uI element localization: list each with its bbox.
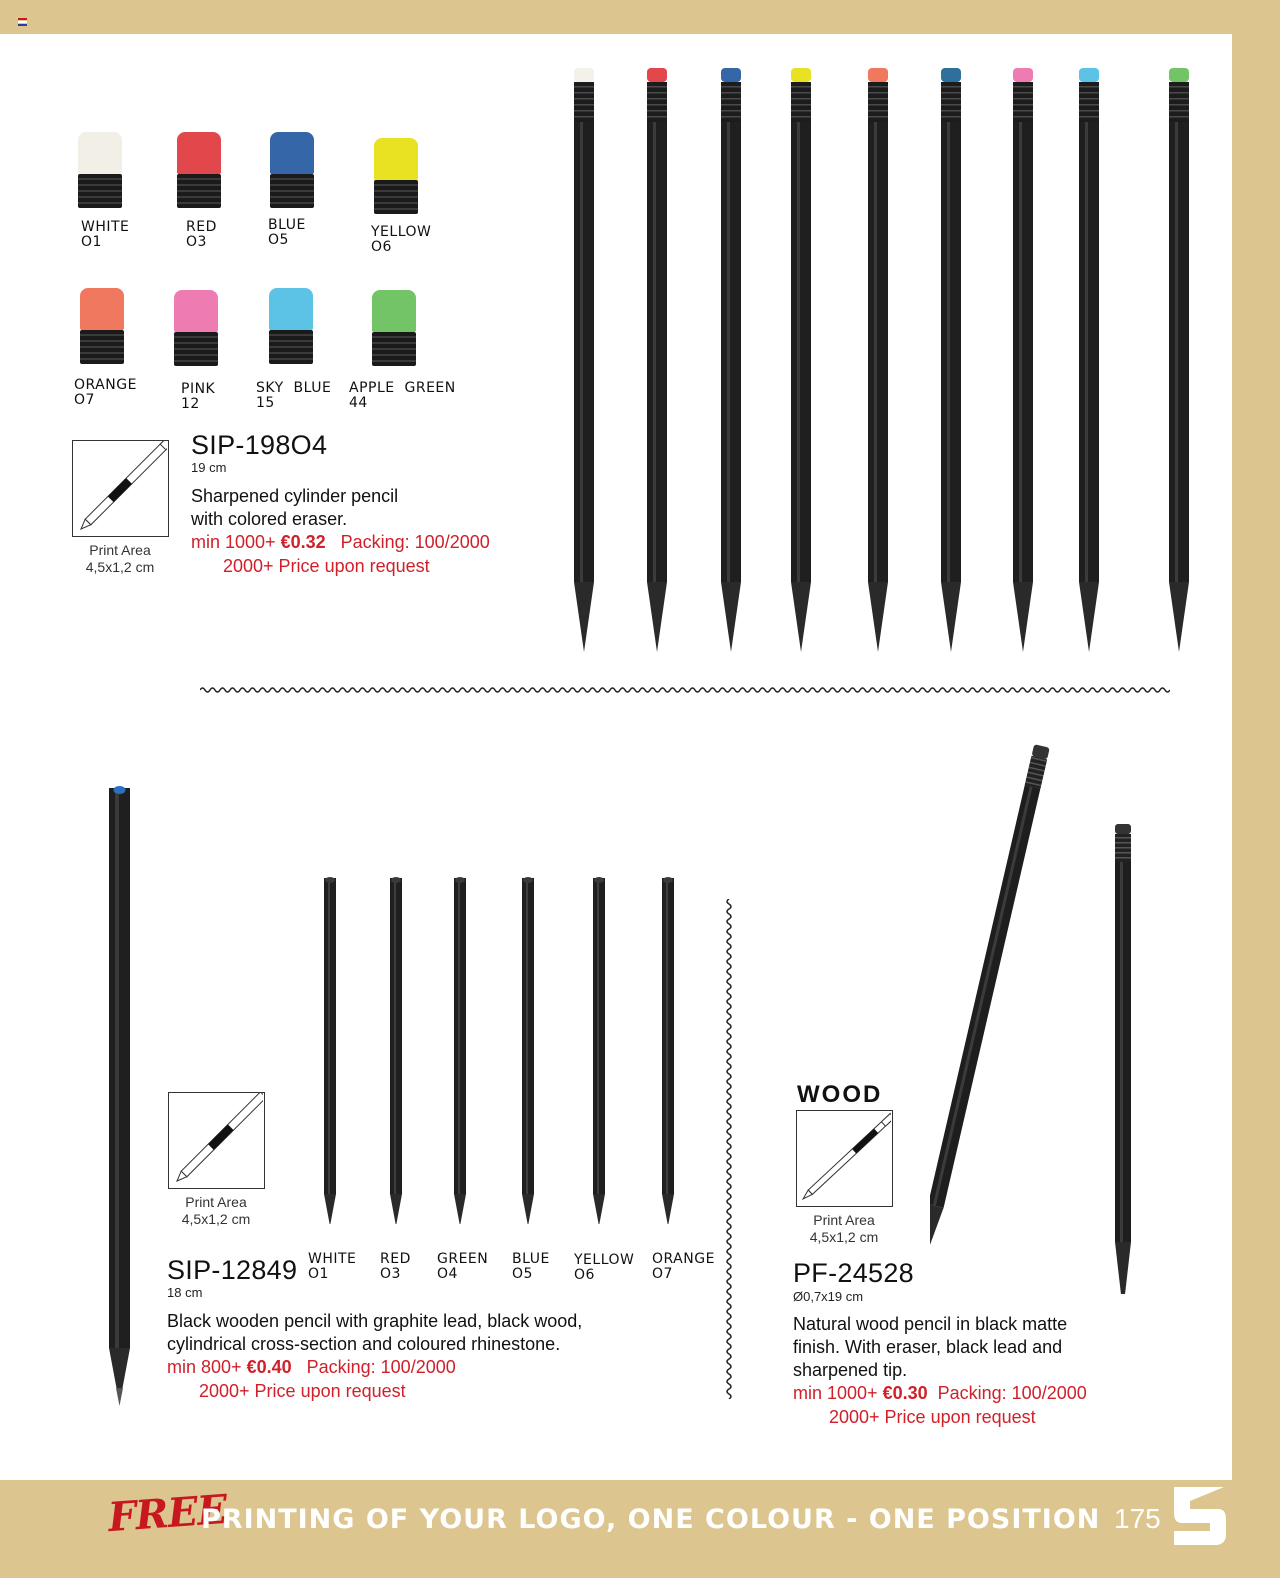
pencil-with-eraser bbox=[1013, 68, 1033, 652]
eraser-cap bbox=[372, 290, 416, 332]
swatch-color-code: 15 bbox=[256, 395, 275, 411]
print-area-label: Print Area bbox=[185, 1194, 247, 1210]
ferrule bbox=[78, 174, 122, 208]
variant-color-name: RED bbox=[380, 1251, 411, 1267]
swatch-color-code: 44 bbox=[349, 395, 368, 411]
ferrule bbox=[80, 330, 124, 364]
print-area-label: Print Area bbox=[813, 1212, 875, 1228]
eraser-swatch-orange bbox=[80, 288, 124, 364]
product-code-2: SIP-12849 bbox=[167, 1255, 298, 1285]
swatch-label bbox=[74, 378, 137, 408]
eraser-swatch-pink bbox=[174, 290, 218, 366]
swatch-color-code: O5 bbox=[268, 232, 289, 248]
packing-info: Packing: 100/2000 bbox=[306, 1357, 456, 1377]
eraser-cap bbox=[374, 138, 418, 180]
product-description-2 bbox=[167, 1310, 582, 1356]
price-line-2 bbox=[167, 1355, 456, 1379]
price-min: min 1000+ bbox=[793, 1383, 883, 1403]
variant-color-name: ORANGE bbox=[652, 1251, 715, 1267]
flag-icon bbox=[18, 18, 27, 26]
price-line-1 bbox=[191, 530, 490, 554]
ferrule bbox=[174, 332, 218, 366]
description-line: with colored eraser. bbox=[191, 509, 348, 529]
price-request-3: 2000+ Price upon request bbox=[829, 1407, 1036, 1427]
pencil-diagram-icon bbox=[797, 1111, 891, 1205]
brand-logo-icon bbox=[1168, 1483, 1230, 1547]
product-code-1: SIP-198O4 bbox=[191, 430, 328, 460]
product-description-3 bbox=[793, 1313, 1067, 1382]
swatch-label bbox=[268, 218, 306, 248]
swatch-label bbox=[371, 225, 431, 255]
print-area-size: 4,5x1,2 cm bbox=[85, 559, 155, 575]
rhinestone-pencil bbox=[662, 877, 674, 1224]
eraser-cap bbox=[270, 132, 314, 174]
variant-label bbox=[437, 1252, 488, 1282]
swatch-label bbox=[349, 381, 456, 411]
product-size-3: Ø0,7x19 cm bbox=[793, 1289, 864, 1304]
pencil-with-eraser bbox=[1169, 68, 1189, 652]
ferrule bbox=[269, 330, 313, 364]
ferrule bbox=[270, 174, 314, 208]
rhinestone-pencil bbox=[390, 877, 402, 1224]
swatch-color-name: YELLOW bbox=[371, 224, 432, 240]
pencil-with-eraser bbox=[574, 68, 594, 652]
print-area-diagram-2 bbox=[168, 1092, 265, 1189]
swatch-color-code: O6 bbox=[371, 239, 392, 255]
swatch-label bbox=[186, 220, 217, 250]
eraser-swatch-apple-green bbox=[372, 290, 416, 366]
description-line: Natural wood pencil in black matte bbox=[793, 1314, 1068, 1334]
swatch-color-name: ORANGE bbox=[74, 377, 137, 393]
vertical-wavy-divider bbox=[722, 899, 736, 1399]
eraser-cap bbox=[78, 132, 122, 174]
pencil-with-eraser bbox=[941, 68, 961, 652]
description-line: finish. With eraser, black lead and bbox=[793, 1337, 1063, 1357]
eraser-swatch-yellow bbox=[374, 138, 418, 214]
eraser-cap bbox=[174, 290, 218, 332]
packing-info: Packing: 100/2000 bbox=[340, 532, 490, 552]
print-area-label: Print Area bbox=[89, 542, 151, 558]
variant-label bbox=[512, 1252, 550, 1282]
print-area-diagram-1 bbox=[72, 440, 169, 537]
section-heading-wood: WOOD bbox=[797, 1081, 883, 1108]
print-area-size: 4,5x1,2 cm bbox=[809, 1229, 879, 1245]
pencil-with-eraser bbox=[1079, 68, 1099, 652]
price-min: min 800+ bbox=[167, 1357, 247, 1377]
price-value: €0.40 bbox=[246, 1357, 292, 1377]
variant-label bbox=[308, 1252, 356, 1282]
variant-color-name: GREEN bbox=[437, 1251, 489, 1267]
swatch-color-code: 12 bbox=[181, 396, 200, 412]
description-line: Sharpened cylinder pencil bbox=[191, 486, 399, 506]
swatch-label bbox=[81, 220, 129, 250]
product-size-1: 19 cm bbox=[191, 460, 227, 475]
variant-label bbox=[574, 1253, 634, 1283]
variant-label bbox=[652, 1252, 715, 1282]
pencil-diagram-icon bbox=[169, 1093, 263, 1187]
ferrule bbox=[374, 180, 418, 214]
variant-color-code: O3 bbox=[380, 1266, 401, 1282]
variant-color-name: BLUE bbox=[512, 1251, 550, 1267]
pencil-with-eraser bbox=[791, 68, 811, 652]
variant-label bbox=[380, 1252, 411, 1282]
pencil-with-eraser bbox=[868, 68, 888, 652]
print-area-caption-1 bbox=[70, 542, 170, 576]
eraser-swatch-red bbox=[177, 132, 221, 208]
variant-color-code: O6 bbox=[574, 1267, 595, 1283]
ferrule bbox=[372, 332, 416, 366]
eraser-swatch-white bbox=[78, 132, 122, 208]
price-request-1: 2000+ Price upon request bbox=[223, 556, 430, 576]
swatch-color-name: PINK bbox=[181, 381, 216, 397]
print-area-caption-3 bbox=[794, 1212, 894, 1246]
rhinestone-pencil bbox=[454, 877, 466, 1224]
wavy-divider bbox=[200, 684, 1170, 696]
variant-color-code: O4 bbox=[437, 1266, 458, 1282]
print-area-size: 4,5x1,2 cm bbox=[181, 1211, 251, 1227]
variant-color-name: YELLOW bbox=[574, 1252, 635, 1268]
price-min: min 1000+ bbox=[191, 532, 281, 552]
swatch-color-code: O1 bbox=[81, 234, 102, 250]
product-code-3: PF-24528 bbox=[793, 1258, 914, 1288]
swatch-label bbox=[256, 381, 331, 411]
swatch-color-name: BLUE bbox=[268, 217, 306, 233]
pencil-with-eraser bbox=[721, 68, 741, 652]
rhinestone-pencil-large bbox=[100, 782, 140, 1412]
swatch-color-code: O7 bbox=[74, 392, 95, 408]
pencil-with-eraser bbox=[647, 68, 667, 652]
rhinestone-pencil bbox=[324, 877, 336, 1224]
swatch-color-name: APPLE GREEN bbox=[349, 380, 456, 396]
print-area-diagram-3 bbox=[796, 1110, 893, 1207]
swatch-label bbox=[181, 382, 215, 412]
price-value: €0.32 bbox=[280, 532, 326, 552]
price-value: €0.30 bbox=[882, 1383, 928, 1403]
eraser-swatch-sky-blue bbox=[269, 288, 313, 364]
variant-color-name: WHITE bbox=[308, 1251, 357, 1267]
wood-pencil-pair bbox=[930, 734, 1170, 1294]
swatch-color-name: RED bbox=[186, 219, 217, 235]
packing-info: Packing: 100/2000 bbox=[937, 1383, 1087, 1403]
free-logo: FREE bbox=[106, 1485, 229, 1542]
eraser-cap bbox=[80, 288, 124, 330]
description-line: sharpened tip. bbox=[793, 1360, 908, 1380]
rhinestone-pencil bbox=[522, 877, 534, 1224]
price-line-3 bbox=[793, 1381, 1087, 1405]
page-number: 175 bbox=[1114, 1503, 1161, 1534]
price-request-2: 2000+ Price upon request bbox=[199, 1381, 406, 1401]
eraser-cap bbox=[177, 132, 221, 174]
footer-banner-text: PRINTING OF YOUR LOGO, ONE COLOUR - ONE POSITION bbox=[201, 1504, 1101, 1535]
top-pencil-row bbox=[560, 64, 1210, 664]
print-area-caption-2 bbox=[166, 1194, 266, 1228]
description-line: cylindrical cross-section and coloured rhinestone. bbox=[167, 1334, 561, 1354]
swatch-color-code: O3 bbox=[186, 234, 207, 250]
pencil-diagram-icon bbox=[73, 441, 167, 535]
swatch-color-name: SKY BLUE bbox=[256, 380, 332, 396]
swatch-color-name: WHITE bbox=[81, 219, 130, 235]
rhinestone-pencil-row bbox=[305, 854, 705, 1224]
product-size-2: 18 cm bbox=[167, 1285, 203, 1300]
product-description-1 bbox=[191, 485, 398, 531]
catalog-page bbox=[0, 34, 1232, 1480]
variant-color-code: O7 bbox=[652, 1266, 673, 1282]
rhinestone-pencil bbox=[593, 877, 605, 1224]
description-line: Black wooden pencil with graphite lead, black wood, bbox=[167, 1311, 583, 1331]
ferrule bbox=[177, 174, 221, 208]
eraser-cap bbox=[269, 288, 313, 330]
variant-color-code: O1 bbox=[308, 1266, 329, 1282]
eraser-swatch-blue bbox=[270, 132, 314, 208]
variant-color-code: O5 bbox=[512, 1266, 533, 1282]
